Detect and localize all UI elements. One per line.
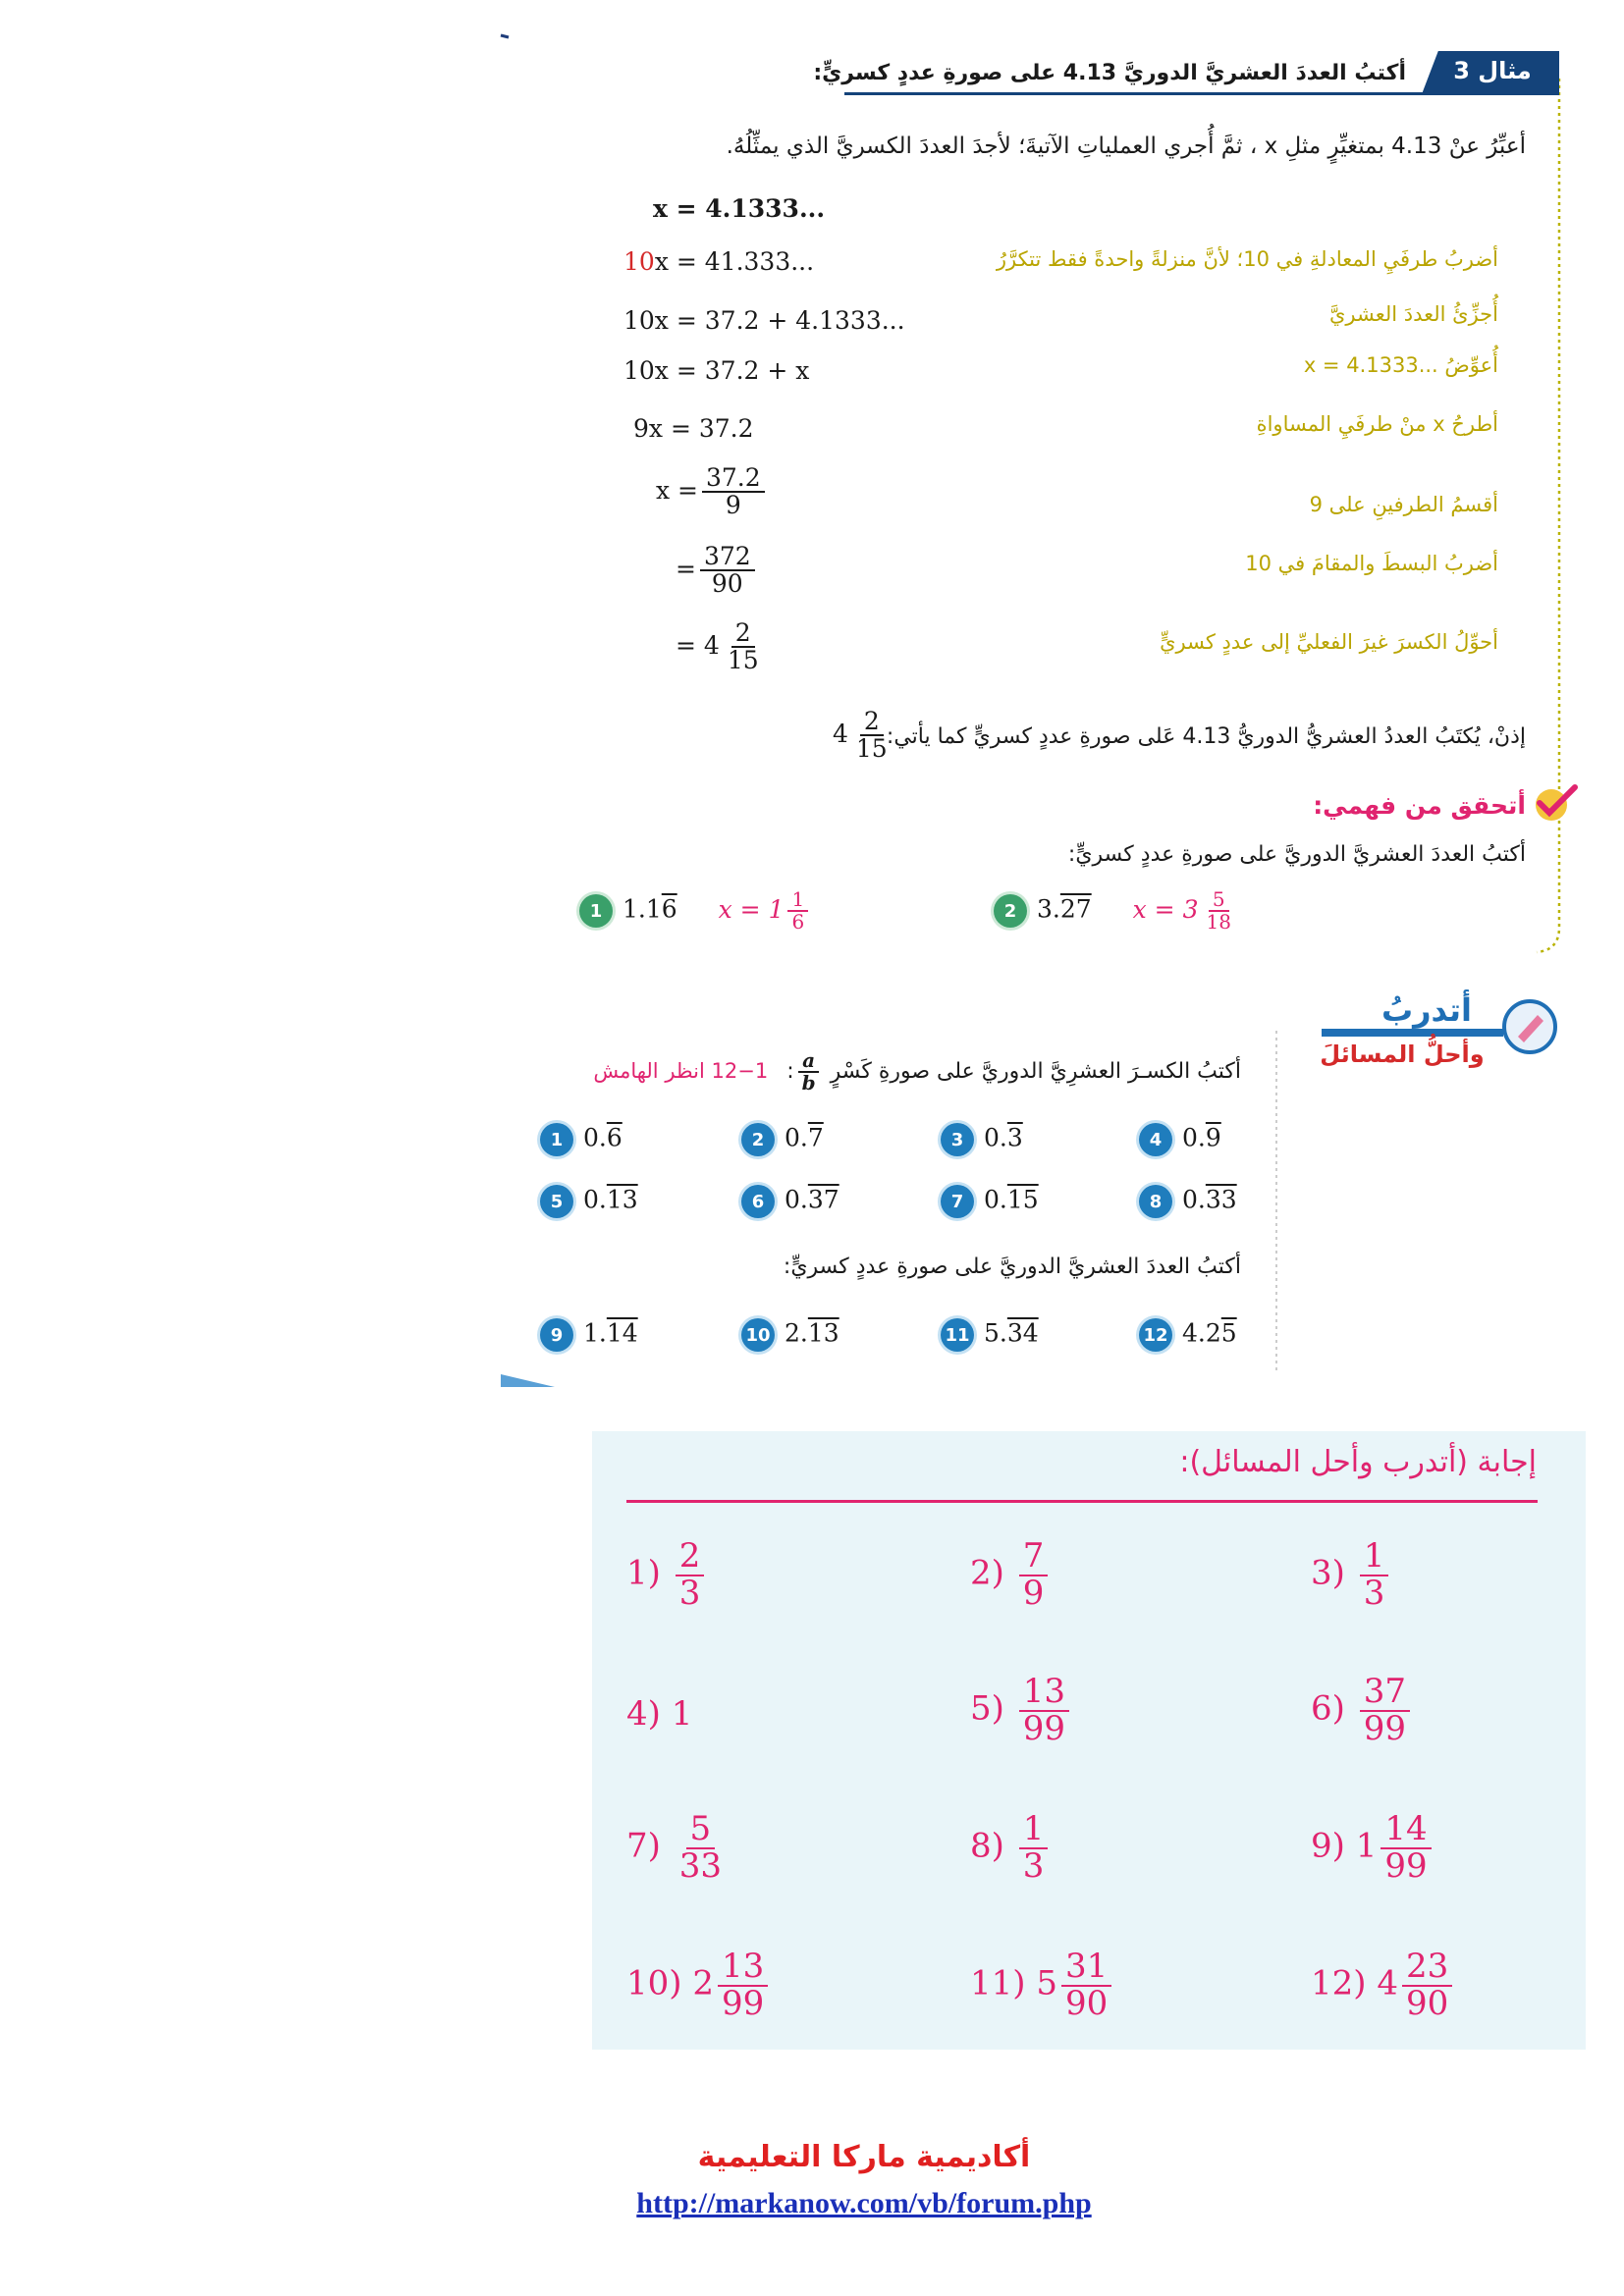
answer-label: 5) bbox=[970, 1688, 1004, 1729]
practice-item-base: 0. bbox=[1182, 1185, 1206, 1214]
answer-11 bbox=[970, 1949, 1115, 2021]
answer-9 bbox=[1311, 1809, 1435, 1886]
step-6-lhs: x = bbox=[656, 475, 698, 505]
answer-num: 1 bbox=[1019, 1812, 1049, 1849]
hint-7: أضربُ البسطَ والمقامَ في 10 bbox=[1245, 552, 1498, 575]
answer-num: 1 bbox=[1360, 1539, 1389, 1576]
practice-item-repeat: 33 bbox=[1205, 1185, 1237, 1214]
step-2-multiplier: 10 bbox=[623, 247, 655, 276]
practice-item-number: 4 bbox=[1139, 1123, 1172, 1156]
practice-instruction-2: أكتبُ العددَ العشريَّ الدوريَّ على صورةِ عددٍ كسريٍّ: bbox=[783, 1255, 1241, 1279]
answer-label: 7) bbox=[626, 1826, 661, 1866]
step-6-den: 9 bbox=[725, 491, 741, 520]
practice-instruction-1-text: أكتبُ الكسـرَ العشرِيَّ الدوريَّ على صورةِ كَسْرٍ bbox=[830, 1059, 1241, 1084]
answers-box bbox=[592, 1431, 1586, 2050]
answer-label: 11) bbox=[970, 1963, 1026, 2003]
practice-item-number: 1 bbox=[540, 1123, 573, 1156]
check-answer-whole: x = 3 bbox=[1132, 894, 1199, 924]
step-8-den: 15 bbox=[727, 646, 759, 675]
practice-item-number: 11 bbox=[941, 1318, 974, 1352]
practice-item-12 bbox=[1139, 1318, 1237, 1352]
step-7-num: 372 bbox=[700, 544, 755, 571]
practice-item-1 bbox=[540, 1123, 623, 1156]
answer-num: 13 bbox=[718, 1949, 768, 1987]
practice-item-base: 0. bbox=[785, 1123, 808, 1152]
answer-den: 9 bbox=[1022, 1573, 1045, 1613]
pencil-icon bbox=[1500, 997, 1559, 1056]
practice-item-repeat: 7 bbox=[807, 1123, 824, 1152]
example-intro: أعبِّرُ عنْ 4.13 بمتغيِّرٍ مثلِ x ، ثمَّ أُجري العملياتِ الآتيةَ؛ لأجدَ العددَ الكسريَّ الذي يمثِّلُهُ. bbox=[726, 133, 1526, 159]
answer-num: 31 bbox=[1061, 1949, 1111, 1987]
step-8-lhs: = 4 bbox=[676, 630, 720, 660]
practice-item-7 bbox=[941, 1185, 1039, 1218]
conclusion-den: 15 bbox=[855, 734, 888, 764]
answers-divider bbox=[626, 1500, 1538, 1503]
practice-item-10 bbox=[741, 1318, 839, 1352]
answer-label: 8) bbox=[970, 1826, 1004, 1866]
conclusion-value bbox=[833, 709, 895, 763]
step-6 bbox=[656, 465, 769, 519]
conclusion-num: 2 bbox=[860, 709, 884, 736]
answer-num: 7 bbox=[1019, 1539, 1049, 1576]
answer-den: 3 bbox=[678, 1573, 701, 1613]
practice-item-base: 5. bbox=[984, 1318, 1007, 1348]
answer-2 bbox=[970, 1536, 1052, 1613]
hint-2: أضربُ طرفَيِ المعادلةِ في 10؛ لأنَّ منزلةً واحدةً فقط تتكرَّرُ bbox=[996, 247, 1498, 271]
check-item-repeat: 27 bbox=[1059, 894, 1092, 924]
practice-item-4 bbox=[1139, 1123, 1221, 1156]
answer-den: 99 bbox=[1022, 1708, 1065, 1748]
check-item-2 bbox=[994, 889, 1239, 933]
answer-num: 23 bbox=[1402, 1949, 1452, 1987]
answer-label: 2) bbox=[970, 1553, 1004, 1593]
answer-whole: 2 bbox=[692, 1963, 714, 2003]
step-7-den: 90 bbox=[711, 569, 743, 599]
answer-num: 37 bbox=[1360, 1675, 1410, 1712]
answer-label: 9) bbox=[1311, 1826, 1345, 1866]
answer-4 bbox=[626, 1694, 692, 1734]
step-7-lhs: = bbox=[676, 554, 696, 583]
step-7 bbox=[676, 544, 759, 598]
practice-item-repeat: 13 bbox=[606, 1185, 638, 1214]
hint-6: أقسمُ الطرفينِ على 9 bbox=[1309, 493, 1498, 516]
answer-3 bbox=[1311, 1536, 1392, 1613]
step-2-rest: x = 41.333... bbox=[654, 247, 815, 276]
answer-whole: 5 bbox=[1036, 1963, 1057, 2003]
hint-3: أُجزِّئُ العددَ العشريَّ bbox=[1328, 302, 1498, 326]
step-4: 10x = 37.2 + x bbox=[623, 356, 810, 385]
conclusion-whole: 4 bbox=[833, 719, 848, 748]
answer-1 bbox=[626, 1536, 708, 1613]
check-item-repeat: 6 bbox=[661, 894, 677, 924]
example-badge: مثال 3 bbox=[1453, 57, 1532, 84]
practice-item-base: 0. bbox=[785, 1185, 808, 1214]
practice-item-5 bbox=[540, 1185, 638, 1218]
answers-title: إجابة (أتدرب وأحل المسائل): bbox=[1179, 1445, 1537, 1479]
footer-academy: أكاديمية ماركا التعليمية bbox=[697, 2140, 1031, 2174]
step-8-num: 2 bbox=[731, 620, 755, 648]
instruction-frac-num: a bbox=[798, 1050, 819, 1073]
answer-den: 99 bbox=[1363, 1708, 1406, 1748]
check-item-number: 1 bbox=[579, 894, 613, 928]
practice-item-base: 0. bbox=[984, 1123, 1007, 1152]
practice-item-8 bbox=[1139, 1185, 1237, 1218]
answer-den: 99 bbox=[721, 1983, 765, 2023]
practice-item-number: 10 bbox=[741, 1318, 775, 1352]
practice-item-number: 7 bbox=[941, 1185, 974, 1218]
practice-instruction-1: أكتبُ الكسـرَ العشرِيَّ الدوريَّ على صورةِ كَسْرٍ $\frac{a}{b}$ : 1−12 انظر الهامش bbox=[593, 1048, 1241, 1095]
practice-item-base: 4.2 bbox=[1182, 1318, 1221, 1348]
check-item-1 bbox=[579, 889, 812, 933]
practice-item-repeat: 37 bbox=[807, 1185, 839, 1214]
hint-5: أطرحُ x منْ طرفَيِ المساواةِ bbox=[1256, 412, 1498, 436]
check-instruction: أكتبُ العددَ العشريَّ الدوريَّ على صورةِ عددٍ كسريٍّ: bbox=[1067, 842, 1526, 867]
check-title: أتحقق من فهمي: bbox=[1313, 791, 1526, 820]
practice-item-base: 0. bbox=[984, 1185, 1007, 1214]
practice-item-number: 9 bbox=[540, 1318, 573, 1352]
example-title: أكتبُ العددَ العشريَّ الدوريَّ 4.13 على صورةِ عددٍ كسريٍّ: bbox=[813, 61, 1406, 85]
practice-item-2 bbox=[741, 1123, 824, 1156]
check-answer-num: 5 bbox=[1209, 889, 1229, 912]
check-answer-num: 1 bbox=[787, 889, 808, 912]
instruction-frac-den: b bbox=[801, 1071, 816, 1095]
practice-hint: 1−12 انظر الهامش bbox=[593, 1059, 769, 1083]
practice-item-repeat: 15 bbox=[1006, 1185, 1039, 1214]
practice-item-number: 3 bbox=[941, 1123, 974, 1156]
practice-item-repeat: 6 bbox=[606, 1123, 623, 1152]
practice-logo-bottom: وأحلُّ المسائلَ bbox=[1320, 1041, 1485, 1068]
answer-6 bbox=[1311, 1672, 1414, 1748]
check-item-base: 3. bbox=[1037, 894, 1060, 924]
practice-item-number: 6 bbox=[741, 1185, 775, 1218]
check-answer-whole: x = 1 bbox=[718, 894, 785, 924]
practice-item-number: 12 bbox=[1139, 1318, 1172, 1352]
answer-den: 33 bbox=[678, 1845, 722, 1886]
example-header-line bbox=[844, 92, 1559, 95]
answer-den: 3 bbox=[1363, 1573, 1385, 1613]
answer-label: 3) bbox=[1311, 1553, 1345, 1593]
answer-whole: 4 bbox=[1377, 1963, 1398, 2003]
footer-link[interactable]: http://markanow.com/vb/forum.php bbox=[636, 2187, 1092, 2219]
answer-12 bbox=[1311, 1949, 1456, 2021]
practice-logo bbox=[1314, 991, 1561, 1080]
practice-item-9 bbox=[540, 1318, 638, 1352]
answer-whole: 1 bbox=[671, 1694, 693, 1734]
practice-item-number: 5 bbox=[540, 1185, 573, 1218]
answer-num: 5 bbox=[686, 1812, 716, 1849]
answer-den: 99 bbox=[1384, 1845, 1428, 1886]
practice-logo-bar bbox=[1322, 1029, 1503, 1037]
answer-5 bbox=[970, 1672, 1073, 1748]
practice-item-3 bbox=[941, 1123, 1023, 1156]
practice-item-6 bbox=[741, 1185, 839, 1218]
answer-10 bbox=[626, 1949, 772, 2021]
check-item-base: 1.1 bbox=[623, 894, 662, 924]
answer-num: 14 bbox=[1380, 1812, 1431, 1849]
answer-label: 10) bbox=[626, 1963, 682, 2003]
check-mark-icon bbox=[1532, 781, 1581, 825]
practice-item-repeat: 9 bbox=[1205, 1123, 1221, 1152]
answer-den: 90 bbox=[1064, 1983, 1109, 2023]
practice-item-base: 1. bbox=[583, 1318, 607, 1348]
step-3: 10x = 37.2 + 4.1333... bbox=[623, 306, 905, 335]
check-answer-den: 6 bbox=[791, 910, 805, 934]
example-conclusion: إذنْ، يُكتَبُ العددُ العشريُّ الدوريُّ 4.13 عَلى صورةِ عددٍ كسريٍّ كما يأتي: bbox=[886, 724, 1526, 749]
hint-8: أحوِّلُ الكسرَ غيرَ الفعليِّ إلى عددٍ كسريٍّ bbox=[1160, 630, 1498, 654]
practice-logo-top: أتدربُ bbox=[1380, 991, 1473, 1029]
practice-item-number: 8 bbox=[1139, 1185, 1172, 1218]
step-5: 9x = 37.2 bbox=[633, 414, 754, 443]
answer-8 bbox=[970, 1809, 1052, 1886]
check-answer-den: 18 bbox=[1206, 910, 1231, 934]
practice-item-repeat: 13 bbox=[807, 1318, 839, 1348]
practice-item-base: 0. bbox=[583, 1185, 607, 1214]
answer-num: 2 bbox=[676, 1539, 705, 1576]
answer-whole: 1 bbox=[1355, 1826, 1378, 1866]
practice-item-number: 2 bbox=[741, 1123, 775, 1156]
check-item-number: 2 bbox=[994, 894, 1027, 928]
practice-item-base: 2. bbox=[785, 1318, 808, 1348]
hint-4: أُعوِّضُ ...x = 4.1333 bbox=[1303, 353, 1498, 377]
answer-label: 1) bbox=[626, 1553, 661, 1593]
practice-item-base: 0. bbox=[583, 1123, 607, 1152]
step-1: x = 4.1333... bbox=[653, 194, 826, 223]
step-8 bbox=[676, 620, 767, 674]
practice-item-11 bbox=[941, 1318, 1039, 1352]
answer-label: 4) bbox=[626, 1694, 661, 1734]
step-2 bbox=[623, 247, 814, 276]
answer-num: 13 bbox=[1019, 1675, 1069, 1712]
answer-den: 3 bbox=[1022, 1845, 1045, 1886]
answer-label: 6) bbox=[1311, 1688, 1345, 1729]
step-6-num: 37.2 bbox=[702, 465, 765, 493]
practice-item-repeat: 14 bbox=[606, 1318, 638, 1348]
practice-item-repeat: 5 bbox=[1220, 1318, 1237, 1348]
practice-item-base: 0. bbox=[1182, 1123, 1206, 1152]
practice-item-repeat: 34 bbox=[1006, 1318, 1039, 1348]
practice-item-repeat: 3 bbox=[1006, 1123, 1023, 1152]
answer-label: 12) bbox=[1311, 1963, 1367, 2003]
answer-den: 90 bbox=[1405, 1983, 1449, 2023]
answer-7 bbox=[626, 1809, 730, 1886]
